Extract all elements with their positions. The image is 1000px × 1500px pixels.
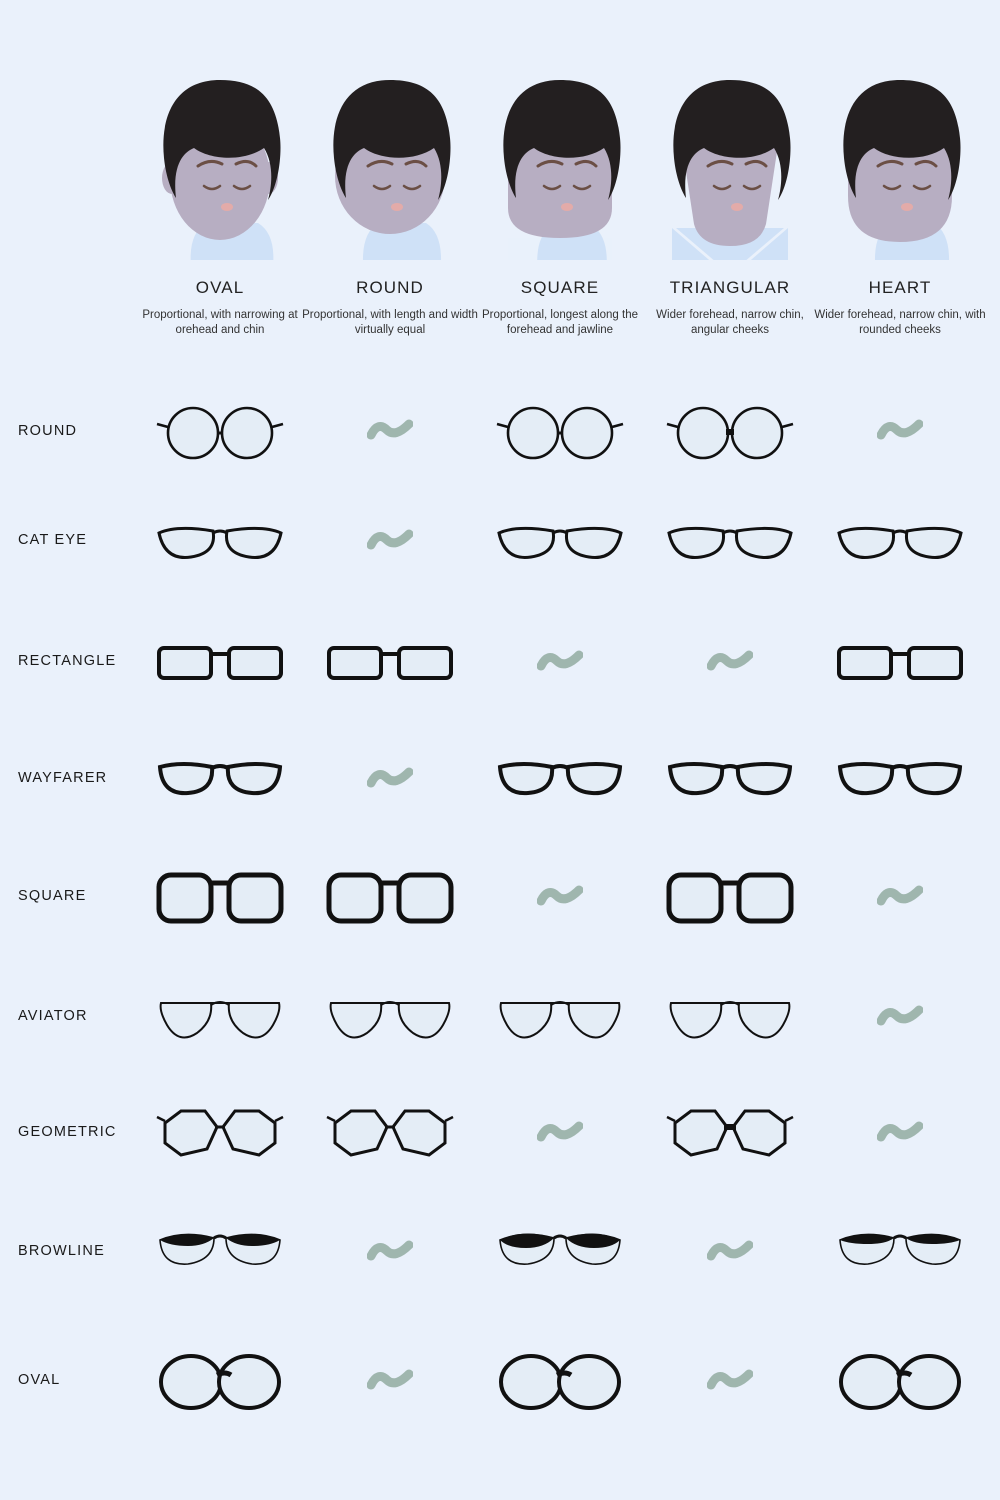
cell-rectangle-triangular-squiggle[interactable] <box>642 603 818 723</box>
cell-round-square[interactable] <box>472 372 648 492</box>
cell-rectangle-heart[interactable] <box>812 603 988 723</box>
row-label-browline: BROWLINE <box>18 1243 105 1259</box>
cell-aviator-triangular[interactable] <box>642 958 818 1078</box>
face-heart-icon <box>812 60 988 260</box>
row-label-cat-eye: CAT EYE <box>18 532 88 548</box>
row-label-round: ROUND <box>18 423 78 439</box>
cell-oval-heart[interactable] <box>812 1322 988 1442</box>
face-triangular-icon <box>642 60 818 260</box>
cell-wayfarer-oval[interactable] <box>132 720 308 840</box>
cell-browline-triangular-squiggle[interactable] <box>642 1193 818 1313</box>
cell-wayfarer-triangular[interactable] <box>642 720 818 840</box>
face-column-oval <box>132 60 308 338</box>
cell-aviator-oval[interactable] <box>132 958 308 1078</box>
cell-browline-square[interactable] <box>472 1193 648 1313</box>
face-description: Wider forehead, narrow chin, angular cheeks <box>656 309 804 336</box>
cell-cateye-square[interactable] <box>472 482 648 602</box>
cell-cateye-triangular[interactable] <box>642 482 818 602</box>
cell-wayfarer-heart[interactable] <box>812 720 988 840</box>
face-description: Proportional, with length and width virtually equal <box>302 309 478 336</box>
face-column-round <box>302 60 478 338</box>
face-header-row <box>0 0 1000 370</box>
face-column-triangular <box>642 60 818 338</box>
cell-geometric-triangular[interactable] <box>642 1074 818 1194</box>
cell-round-round-squiggle[interactable] <box>302 372 478 492</box>
cell-round-oval[interactable] <box>132 372 308 492</box>
cell-round-triangular[interactable] <box>642 372 818 492</box>
cell-square-heart-squiggle[interactable] <box>812 838 988 958</box>
row-label-aviator: AVIATOR <box>18 1008 88 1024</box>
row-label-geometric: GEOMETRIC <box>18 1124 117 1140</box>
cell-cateye-round-squiggle[interactable] <box>302 482 478 602</box>
cell-square-triangular[interactable] <box>642 838 818 958</box>
cell-geometric-square-squiggle[interactable] <box>472 1074 648 1194</box>
row-label-oval: OVAL <box>18 1372 61 1388</box>
cell-oval-round-squiggle[interactable] <box>302 1322 478 1442</box>
face-round-icon <box>302 60 478 260</box>
face-title: ROUND <box>356 278 424 297</box>
cell-rectangle-round[interactable] <box>302 603 478 723</box>
cell-geometric-oval[interactable] <box>132 1074 308 1194</box>
cell-oval-oval[interactable] <box>132 1322 308 1442</box>
cell-square-square-squiggle[interactable] <box>472 838 648 958</box>
cell-geometric-heart-squiggle[interactable] <box>812 1074 988 1194</box>
face-description: Wider forehead, narrow chin, with rounded cheeks <box>814 309 986 336</box>
face-description: Proportional, longest along the forehead and jawline <box>482 309 638 336</box>
cell-round-heart-squiggle[interactable] <box>812 372 988 492</box>
cell-rectangle-square-squiggle[interactable] <box>472 603 648 723</box>
face-column-square <box>472 60 648 338</box>
cell-wayfarer-square[interactable] <box>472 720 648 840</box>
cell-aviator-square[interactable] <box>472 958 648 1078</box>
cell-browline-oval[interactable] <box>132 1193 308 1313</box>
cell-geometric-round[interactable] <box>302 1074 478 1194</box>
cell-aviator-round[interactable] <box>302 958 478 1078</box>
face-description: Proportional, with narrowing at orehead and chin <box>142 309 298 336</box>
face-oval-icon <box>132 60 308 260</box>
cell-square-oval[interactable] <box>132 838 308 958</box>
cell-browline-round-squiggle[interactable] <box>302 1193 478 1313</box>
cell-rectangle-oval[interactable] <box>132 603 308 723</box>
cell-wayfarer-round-squiggle[interactable] <box>302 720 478 840</box>
cell-oval-triangular-squiggle[interactable] <box>642 1322 818 1442</box>
cell-aviator-heart-squiggle[interactable] <box>812 958 988 1078</box>
face-column-heart <box>812 60 988 338</box>
face-title: SQUARE <box>520 278 600 297</box>
cell-oval-square[interactable] <box>472 1322 648 1442</box>
row-label-rectangle: RECTANGLE <box>18 653 117 669</box>
face-title: TRIANGULAR <box>669 278 791 297</box>
row-label-wayfarer: WAYFARER <box>18 770 108 786</box>
cell-cateye-oval[interactable] <box>132 482 308 602</box>
cell-square-round[interactable] <box>302 838 478 958</box>
face-title: OVAL <box>195 278 245 297</box>
cell-cateye-heart[interactable] <box>812 482 988 602</box>
face-square-icon <box>472 60 648 260</box>
row-label-square: SQUARE <box>18 888 87 904</box>
face-title: HEART <box>868 278 932 297</box>
cell-browline-heart[interactable] <box>812 1193 988 1313</box>
